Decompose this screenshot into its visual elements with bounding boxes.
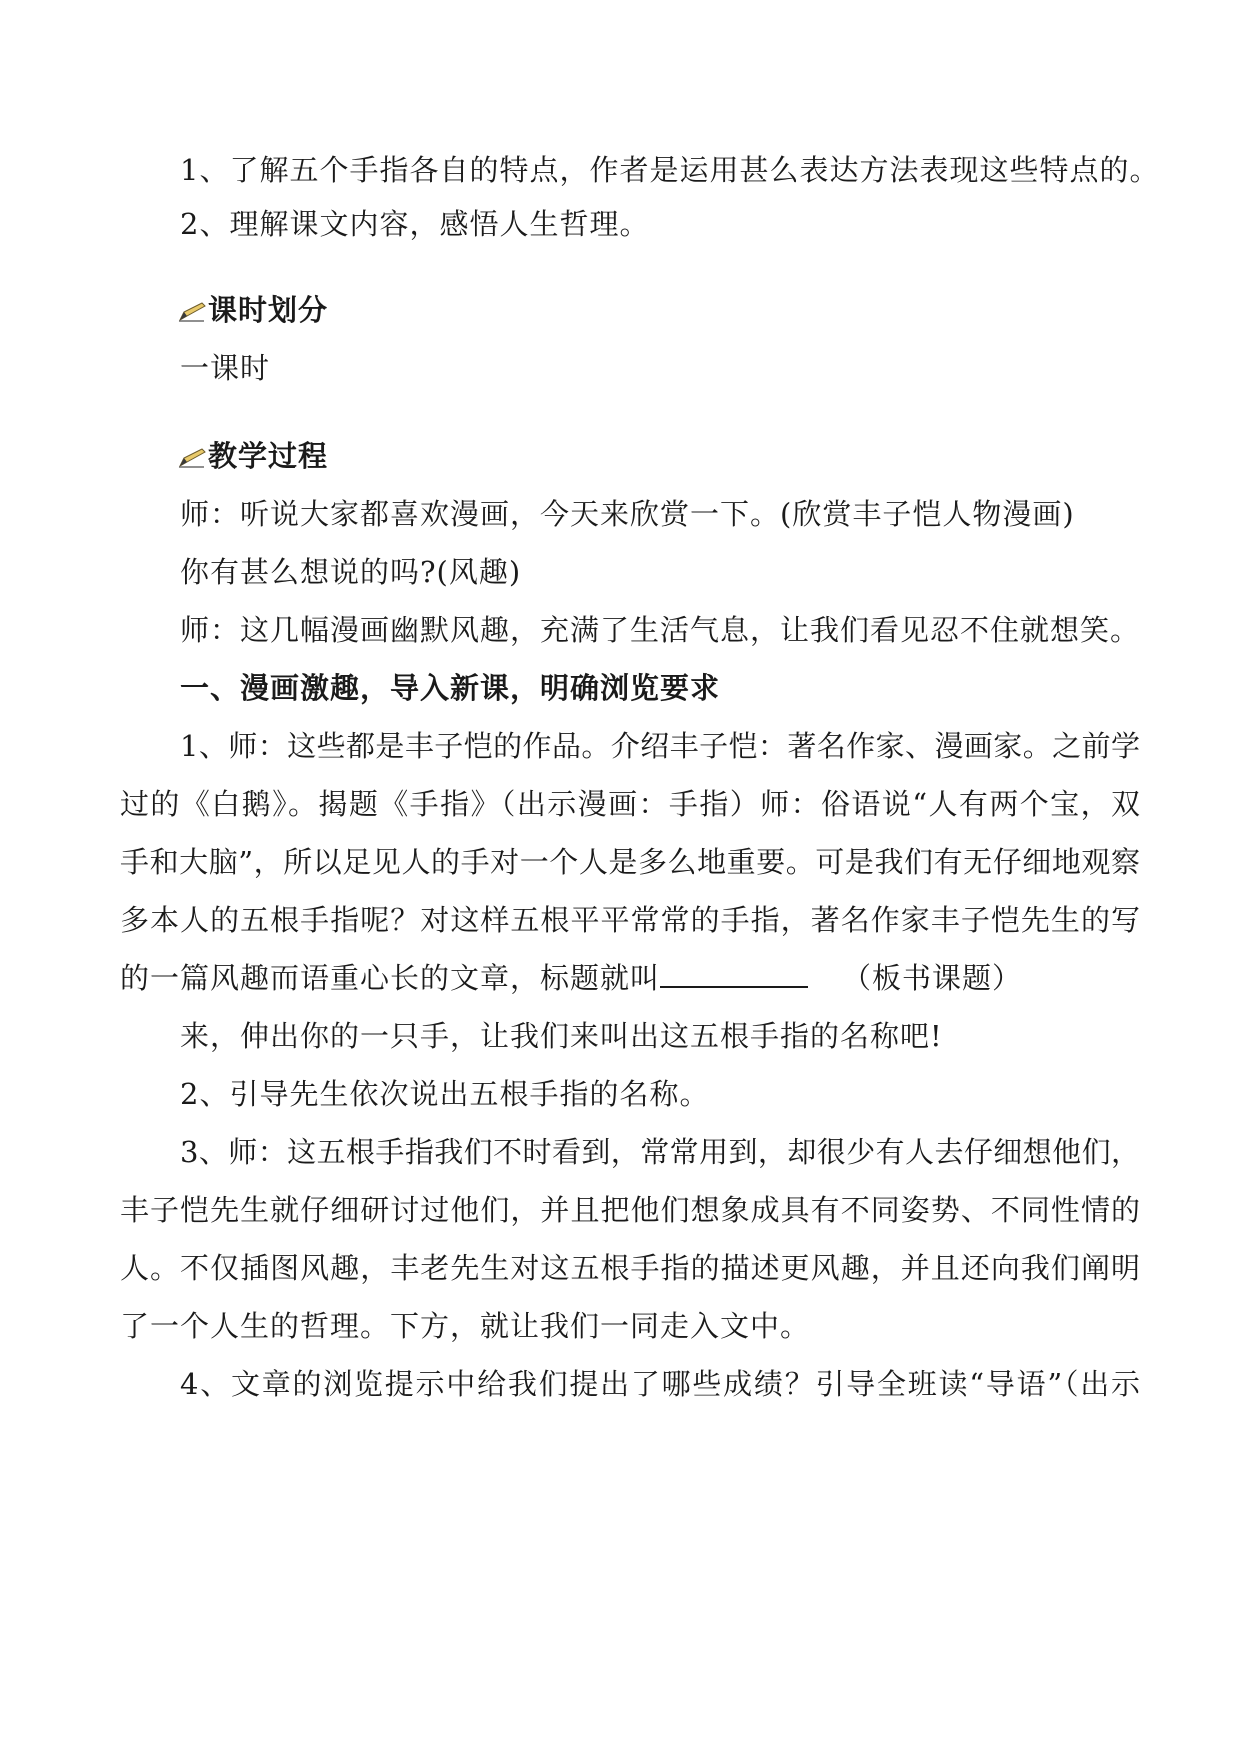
objective-1: 1、了解五个手指各自的特点，作者是运用甚么表达方法表现这些特点的。 xyxy=(180,153,1160,187)
pencil-icon xyxy=(178,300,206,322)
intro-line-2: 你有甚么想说的吗?(风趣) xyxy=(180,555,522,589)
objective-2: 2、理解课文内容，感悟人生哲理。 xyxy=(180,207,650,241)
para1-line-5 xyxy=(120,958,1022,998)
para3-line-4: 了一个人生的哲理。下方，就让我们一同走入文中。 xyxy=(120,1309,811,1343)
part1-heading: 一、漫画激趣，导入新课，明确浏览要求 xyxy=(180,671,721,705)
section-schedule-content: 一课时 xyxy=(180,351,271,385)
para3-line-3: 人。不仅插图风趣，丰老先生对这五根手指的描述更风趣，并且还向我们阐明 xyxy=(120,1251,1140,1285)
para1-line-2: 过的《白鹅》。揭题《手指》（出示漫画：手指）师：俗语说“人有两个宝，双 xyxy=(120,787,1140,821)
para1-line-5-text: 的一篇风趣而语重心长的文章，标题就叫 xyxy=(120,961,661,995)
intro-line-1: 师：听说大家都喜欢漫画，今天来欣赏一下。(欣赏丰子恺人物漫画) xyxy=(180,497,1075,531)
pencil-icon xyxy=(178,446,206,468)
para3-line-2: 丰子恺先生就仔细研讨过他们，并且把他们想象成具有不同姿势、不同性情的 xyxy=(120,1193,1140,1227)
board-note: （板书课题） xyxy=(842,961,1023,995)
para-hand: 来，伸出你的一只手，让我们来叫出这五根手指的名称吧! xyxy=(180,1019,943,1053)
fill-in-blank xyxy=(660,958,808,988)
para-4: 4、文章的浏览提示中给我们提出了哪些成绩？引导全班读“导语”（出示 xyxy=(180,1367,1140,1401)
intro-line-3: 师：这几幅漫画幽默风趣，充满了生活气息，让我们看见忍不住就想笑。 xyxy=(180,613,1141,647)
para1-line-3: 手和大脑”，所以足见人的手对一个人是多么地重要。可是我们有无仔细地观察 xyxy=(120,845,1140,879)
para-2: 2、引导先生依次说出五根手指的名称。 xyxy=(180,1077,710,1111)
section-process-title: 教学过程 xyxy=(208,439,329,473)
section-schedule-title: 课时划分 xyxy=(208,293,329,327)
para1-line-1: 1、师：这些都是丰子恺的作品。介绍丰子恺：著名作家、漫画家。之前学 xyxy=(180,729,1140,763)
para3-line-1: 3、师：这五根手指我们不时看到，常常用到，却很少有人去仔细想他们， xyxy=(180,1135,1140,1169)
para1-line-4: 多本人的五根手指呢？对这样五根平平常常的手指，著名作家丰子恺先生的写 xyxy=(120,903,1140,937)
